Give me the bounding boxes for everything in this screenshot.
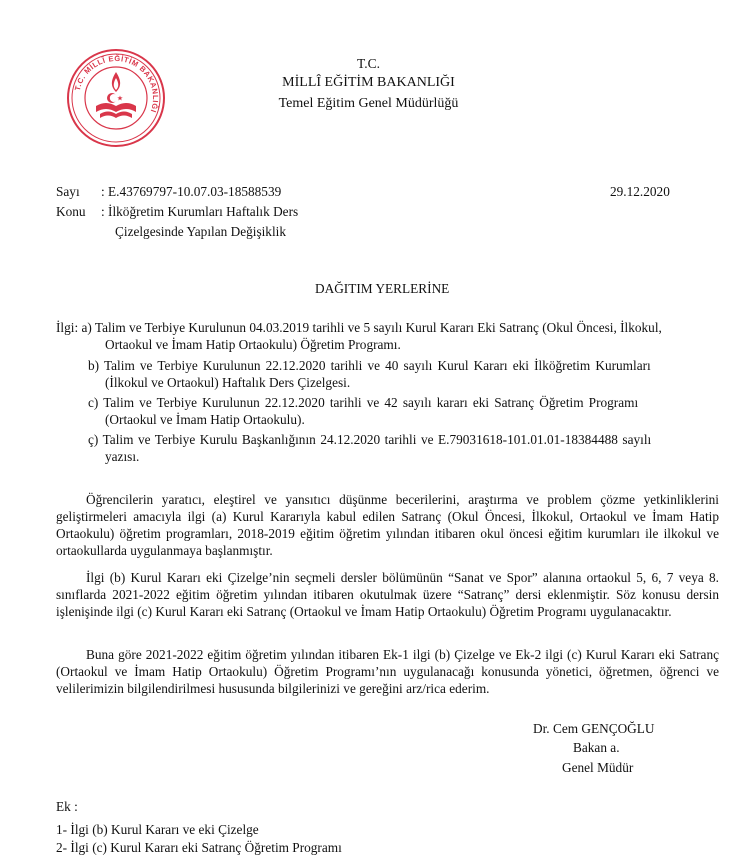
attachments-label: Ek : bbox=[56, 799, 78, 814]
body-paragraph-1: Öğrencilerin yaratıcı, eleştirel ve yansıtıcı düşünme becerilerini, araştırma ve problem çözme yetkinliklerini geliştirmeleri amacıyla ilgi (a) Kurul Kararıyla kabul edilen Satranç (Okul Öncesi, İlkokul, Ortaokul ve İmam Hatip Ortaokulu) öğretim programları, 2018-2019 eğitim öğretim yılından itibaren okul öncesi eğitim kurumları ile ilkokul ve ortaokullarda uygulanmaya başlanmıştır. bbox=[56, 492, 719, 558]
konu-line-2: Çizelgesinde Yapılan Değişiklik bbox=[115, 224, 286, 239]
body-paragraph-3: Buna göre 2021-2022 eğitim öğretim yılından itibaren Ek-1 ilgi (b) Çizelge ve Ek-2 ilgi (c) Kurul Kararı eki Satranç (Ortaokul ve İmam Hatip Ortaokulu) Öğretim Programı’nın uygulanacağı konusunda yönetici, öğretmen, öğrenci ve velilerimizin bilgilendirilmesi hususunda bilgilerinizi ve gereğini arz/rica ederim. bbox=[56, 647, 719, 696]
signatory-name: Dr. Cem GENÇOĞLU bbox=[533, 721, 655, 736]
sayi-label: Sayı bbox=[56, 184, 80, 199]
ilgi-a-line-2: Ortaokul ve İmam Hatip Ortaokulu) Öğretim Programı. bbox=[105, 337, 401, 352]
attachment-item-2: 2- İlgi (c) Kurul Kararı eki Satranç Öğretim Programı bbox=[56, 840, 342, 855]
attachment-item-1: 1- İlgi (b) Kurul Kararı ve eki Çizelge bbox=[56, 822, 259, 837]
header-ministry: MİLLÎ EĞİTİM BAKANLIĞI bbox=[282, 75, 455, 90]
ilgi-b-line-2: (İlkokul ve Ortaokul) Haftalık Ders Çizelgesi. bbox=[105, 375, 351, 390]
seal-text: T.C. MİLLÎ EĞİTİM BAKANLIĞI bbox=[72, 53, 161, 114]
ilgi-b-line-1: b) Talim ve Terbiye Kurulunun 22.12.2020 tarihli ve 40 sayılı Kurul Kararı eki İlköğretim Kurumları bbox=[88, 358, 651, 373]
ilgi-a-line-1: İlgi: a) Talim ve Terbiye Kurulunun 04.03.2019 tarihli ve 5 sayılı Kurul Kararı Eki Satranç (Okul Öncesi, İlkokul, bbox=[56, 320, 662, 335]
konu-label: Konu bbox=[56, 204, 86, 219]
recipient-heading: DAĞITIM YERLERİNE bbox=[315, 281, 450, 296]
ilgi-c-line-1: c) Talim ve Terbiye Kurulunun 22.12.2020 tarihli ve 42 sayılı kararı eki Satranç Öğretim Programı bbox=[88, 395, 639, 410]
document-date: 29.12.2020 bbox=[610, 184, 670, 199]
body-paragraph-2: İlgi (b) Kurul Kararı eki Çizelge’nin seçmeli dersler bölümünün “Sanat ve Spor” alanına ortaokul 5, 6, 7 veya 8. sınıflarda 2021-2022 eğitim öğretim yılından itibaren okutulmak üzere “Satranç” dersi eklenmiştir. Söz konusu dersin işlenişinde ilgi (c) Kurul Kararı eki Satranç (Ortaokul ve İmam Hatip Ortaokulu) Öğretim Programı uygulanacaktır. bbox=[56, 570, 719, 619]
ilgi-d-line-2: yazısı. bbox=[105, 449, 140, 464]
signatory-title-2: Genel Müdür bbox=[562, 760, 634, 775]
header-tc: T.C. bbox=[357, 56, 380, 71]
ilgi-d-line-1: ç) Talim ve Terbiye Kurulu Başkanlığının 24.12.2020 tarihli ve E.79031618-101.01.01-18384488 sayılı bbox=[88, 432, 652, 447]
ilgi-c-line-2: (Ortaokul ve İmam Hatip Ortaokulu). bbox=[105, 412, 305, 427]
konu-line-1: : İlköğretim Kurumları Haftalık Ders bbox=[101, 204, 299, 219]
sayi-value: : E.43769797-10.07.03-18588539 bbox=[101, 184, 282, 199]
header-directorate: Temel Eğitim Genel Müdürlüğü bbox=[278, 96, 459, 111]
signatory-title-1: Bakan a. bbox=[573, 740, 620, 755]
